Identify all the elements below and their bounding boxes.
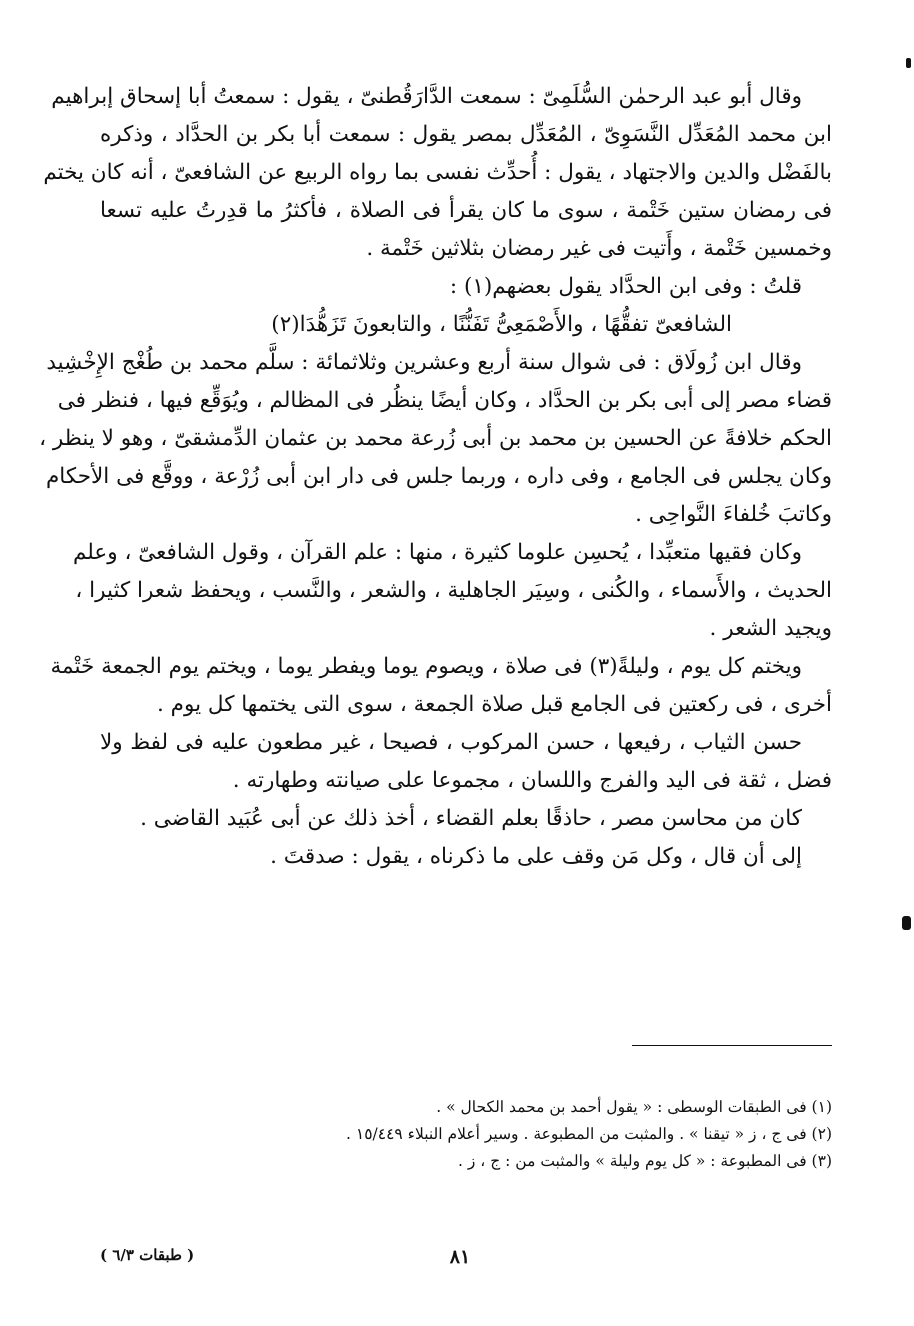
text-line: فضل ، ثقة فى اليد والفرج واللسان ، مجموعا على صيانته وطهارته .	[232, 768, 832, 793]
footnote: (٣) فى المطبوعة : « كل يوم وليلة » والمثبت من : ج ، ز .	[458, 1152, 832, 1170]
footnote: (١) فى الطبقات الوسطى : « يقول أحمد بن محمد الكحال » .	[436, 1098, 832, 1116]
scan-mark-right	[902, 916, 911, 930]
text-line: ويختم كل يوم ، وليلةً(٣) فى صلاة ، ويصوم يوما ويفطر يوما ، ويختم يوم الجمعة خَتْمة	[50, 654, 802, 679]
text-line: وكاتبَ خُلفاءَ النَّواحِى .	[635, 502, 832, 527]
footnote: (٢) فى ج ، ز « تيقنا » . والمثبت من المطبوعة . وسير أعلام النبلاء ١٥/٤٤٩ .	[346, 1125, 832, 1143]
text-line: ويجيد الشعر .	[709, 616, 832, 641]
main-text	[39, 78, 832, 876]
footnotes	[200, 1094, 832, 1175]
text-line: الحديث ، والأَسماء ، والكُنى ، وسِيَر الجاهلية ، والشعر ، والنَّسب ، ويحفظ شعرا كثيرا ،	[75, 578, 832, 603]
text-line: فى رمضان ستين خَتْمة ، سوى ما كان يقرأ فى الصلاة ، فأكثرُ ما قدِرتُ عليه تسعا	[100, 198, 832, 223]
text-line: الشافعىّ تفقُّهًا ، والأَصْمَعِىُّ تَفَنُّنًا ، والتابعونَ تَزَهُّدَا(٢)	[271, 312, 732, 337]
page-number: ٨١	[449, 1246, 471, 1268]
text-line: وقال ابن زُولَاق : فى شوال سنة أربع وعشرين وثلاثمائة : سلَّم محمد بن طُغْج الإِخْشِيد	[46, 350, 802, 375]
text-line: قضاء مصر إلى أبى بكر بن الحدَّاد ، وكان أيضًا ينظُر فى المظالم ، ويُوَقِّع فيها ، فنظر فى	[57, 388, 832, 413]
text-line: بالفَضْل والدين والاجتهاد ، يقول : أُحدِّث نفسى بما رواه الربيع عن الشافعىّ ، أنه كان يختم	[43, 160, 832, 185]
text-line: قلتُ : وفى ابن الحدَّاد يقول بعضهم(١) :	[449, 274, 802, 299]
text-line: وكان فقيها متعبِّدا ، يُحسِن علوما كثيرة ، منها : علم القرآن ، وقول الشافعىّ ، وعلم	[73, 540, 802, 565]
text-line: أخرى ، فى ركعتين فى الجامع قبل صلاة الجمعة ، سوى التى يختمها كل يوم .	[157, 692, 832, 717]
scan-mark-top-right	[906, 58, 911, 68]
text-line: ابن محمد المُعَدِّل النَّسَوِىّ ، المُعَدِّل بمصر يقول : سمعت أبا بكر بن الحدَّاد ، وذكره	[100, 122, 832, 147]
footnote-separator	[632, 1045, 832, 1046]
text-line: إلى أن قال ، وكل مَن وقف على ما ذكرناه ، يقول : صدقتَ .	[270, 844, 802, 869]
text-line: وقال أبو عبد الرحمٰن السُّلَمِىّ : سمعت الدَّارَقُطنىّ ، يقول : سمعتُ أبا إسحاق إبراهيم	[51, 84, 802, 109]
text-line: حسن الثياب ، رفيعها ، حسن المركوب ، فصيحا ، غير مطعون عليه فى لفظ ولا	[100, 730, 802, 755]
text-line: وكان يجلس فى الجامع ، وفى داره ، وربما جلس فى دار ابن أبى زُرْعة ، ووقَّع فى الأحكام	[45, 464, 832, 489]
text-line: كان من محاسن مصر ، حاذقًا بعلم القضاء ، أخذ ذلك عن أبى عُبَيد القاضى .	[140, 806, 802, 831]
text-line: الحكم خلافةً عن الحسين بن محمد بن أبى زُرعة محمد بن عثمان الدِّمشقىّ ، وهو لا ينظر ،	[39, 426, 832, 451]
text-line: وخمسين خَتْمة ، وأَتيت فى غير رمضان بثلاثين خَتْمة .	[366, 236, 832, 261]
printer-signature: ( طبقات ٦/٣ )	[100, 1246, 195, 1264]
